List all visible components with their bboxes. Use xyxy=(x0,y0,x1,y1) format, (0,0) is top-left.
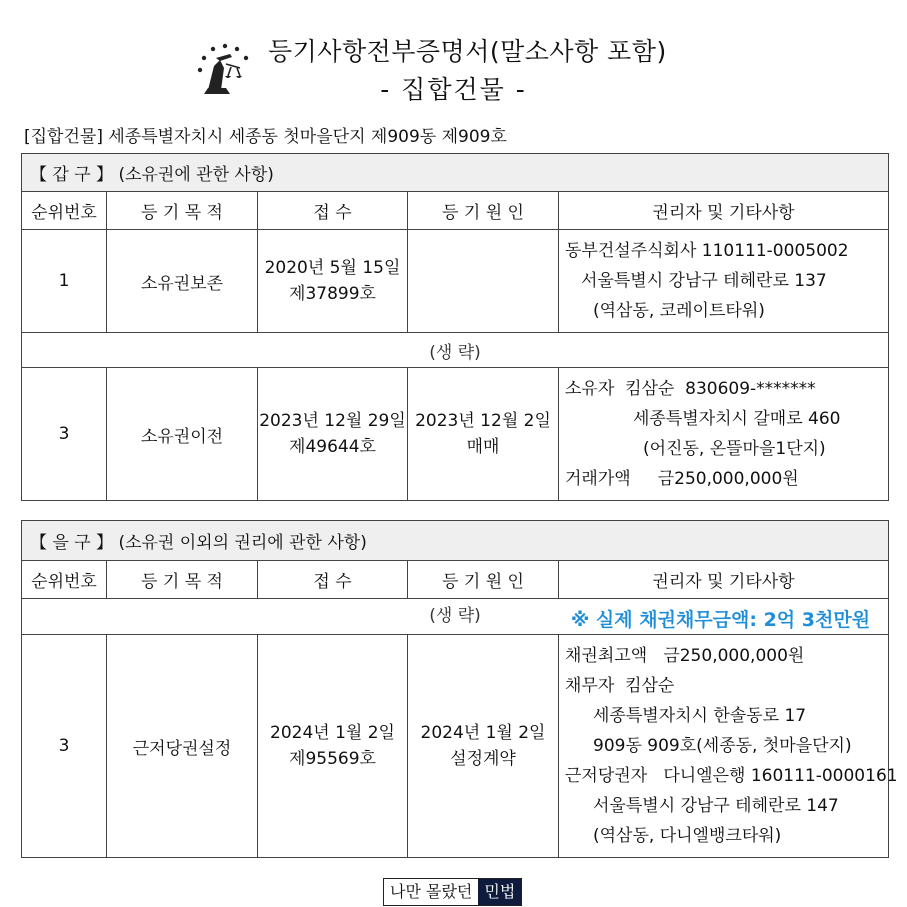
rights-line: 거래가액 금250,000,000원 xyxy=(565,469,799,489)
rights-cell xyxy=(559,368,889,501)
col-rank: 순위번호 xyxy=(22,561,107,599)
rank-cell: 3 xyxy=(22,368,107,501)
rights-line: 세종특별자치시 갈매로 460 xyxy=(633,409,841,429)
receipt-date: 2023년 12월 29일 xyxy=(259,411,406,431)
rights-line: (역삼동, 다니엘뱅크타워) xyxy=(593,826,782,846)
actual-debt-note: ※ 실제 채권채무금액: 2억 3천만원 xyxy=(570,609,871,631)
footer-brand xyxy=(383,878,522,906)
col-rights: 권리자 및 기타사항 xyxy=(559,561,889,599)
col-cause: 등 기 원 인 xyxy=(408,192,559,230)
cause-cell xyxy=(408,635,559,858)
rights-line: 서울특별시 강남구 테헤란로 147 xyxy=(593,796,839,816)
omitted-row: (생 략) xyxy=(22,333,889,368)
omitted-text: (생 략) xyxy=(429,606,481,626)
rights-line: 동부건설주식회사 110111-0005002 xyxy=(565,241,849,261)
omitted-row xyxy=(22,599,889,635)
receipt-date: 2020년 5월 15일 xyxy=(264,258,401,278)
footer-brand-highlight: 민법 xyxy=(478,879,521,905)
document-title: 등기사항전부증명서(말소사항 포함) xyxy=(268,37,667,66)
rights-line: 소유자 킴삼순 830609-******* xyxy=(565,379,816,399)
cause-text: 매매 xyxy=(466,437,500,457)
cause-cell xyxy=(408,230,559,333)
gap-section-title: 【 갑 구 】 (소유권에 관한 사항) xyxy=(22,154,889,192)
rank-cell: 1 xyxy=(22,230,107,333)
cause-date: 2023년 12월 2일 xyxy=(415,411,551,431)
rights-line: 채권최고액 금250,000,000원 xyxy=(565,646,805,666)
receipt-cell xyxy=(258,368,408,501)
col-purpose: 등 기 목 적 xyxy=(107,561,258,599)
gap-section-table xyxy=(21,153,889,501)
rights-line: (역삼동, 코레이트타워) xyxy=(593,301,765,321)
cause-date: 2024년 1월 2일 xyxy=(420,723,546,743)
col-cause: 등 기 원 인 xyxy=(408,561,559,599)
rights-cell xyxy=(559,635,898,858)
rights-line: 세종특별자치시 한솔동로 17 xyxy=(593,706,807,726)
purpose-cell: 소유권보존 xyxy=(107,230,258,333)
rights-line: (어진동, 온뜰마을1단지) xyxy=(643,439,826,459)
eul-section-table xyxy=(21,520,898,858)
col-purpose: 등 기 목 적 xyxy=(107,192,258,230)
rights-cell xyxy=(559,230,889,333)
receipt-date: 2024년 1월 2일 xyxy=(270,723,395,743)
property-address: [집합건물] 세종특별자치시 세종동 첫마을단지 제909동 제909호 xyxy=(24,127,507,147)
table-row xyxy=(22,230,889,333)
col-rank: 순위번호 xyxy=(22,192,107,230)
col-receipt: 접 수 xyxy=(258,561,408,599)
receipt-number: 제49644호 xyxy=(289,437,376,457)
receipt-cell xyxy=(258,635,408,858)
eul-section-title: 【 을 구 】 (소유권 이외의 권리에 관한 사항) xyxy=(22,521,889,561)
cause-text: 설정계약 xyxy=(450,749,516,769)
receipt-number: 제37899호 xyxy=(289,284,376,304)
col-rights: 권리자 및 기타사항 xyxy=(559,192,889,230)
purpose-cell: 근저당권설정 xyxy=(107,635,258,858)
receipt-number: 제95569호 xyxy=(289,749,376,769)
rights-line: 서울특별시 강남구 테헤란로 137 xyxy=(581,271,827,291)
table-row xyxy=(22,368,889,501)
document-header xyxy=(0,14,907,104)
receipt-cell xyxy=(258,230,408,333)
col-receipt: 접 수 xyxy=(258,192,408,230)
rights-line: 근저당권자 다니엘은행 160111-0000161 xyxy=(565,766,898,786)
table-row xyxy=(22,635,889,858)
rights-line: 채무자 킴삼순 xyxy=(565,676,675,696)
footer-brand-text: 나만 몰랐던 xyxy=(384,879,478,905)
rank-cell: 3 xyxy=(22,635,107,858)
purpose-cell: 소유권이전 xyxy=(107,368,258,501)
cause-cell xyxy=(408,368,559,501)
rights-line: 909동 909호(세종동, 첫마을단지) xyxy=(593,736,852,756)
document-subtitle: - 집합건물 - xyxy=(380,75,527,104)
